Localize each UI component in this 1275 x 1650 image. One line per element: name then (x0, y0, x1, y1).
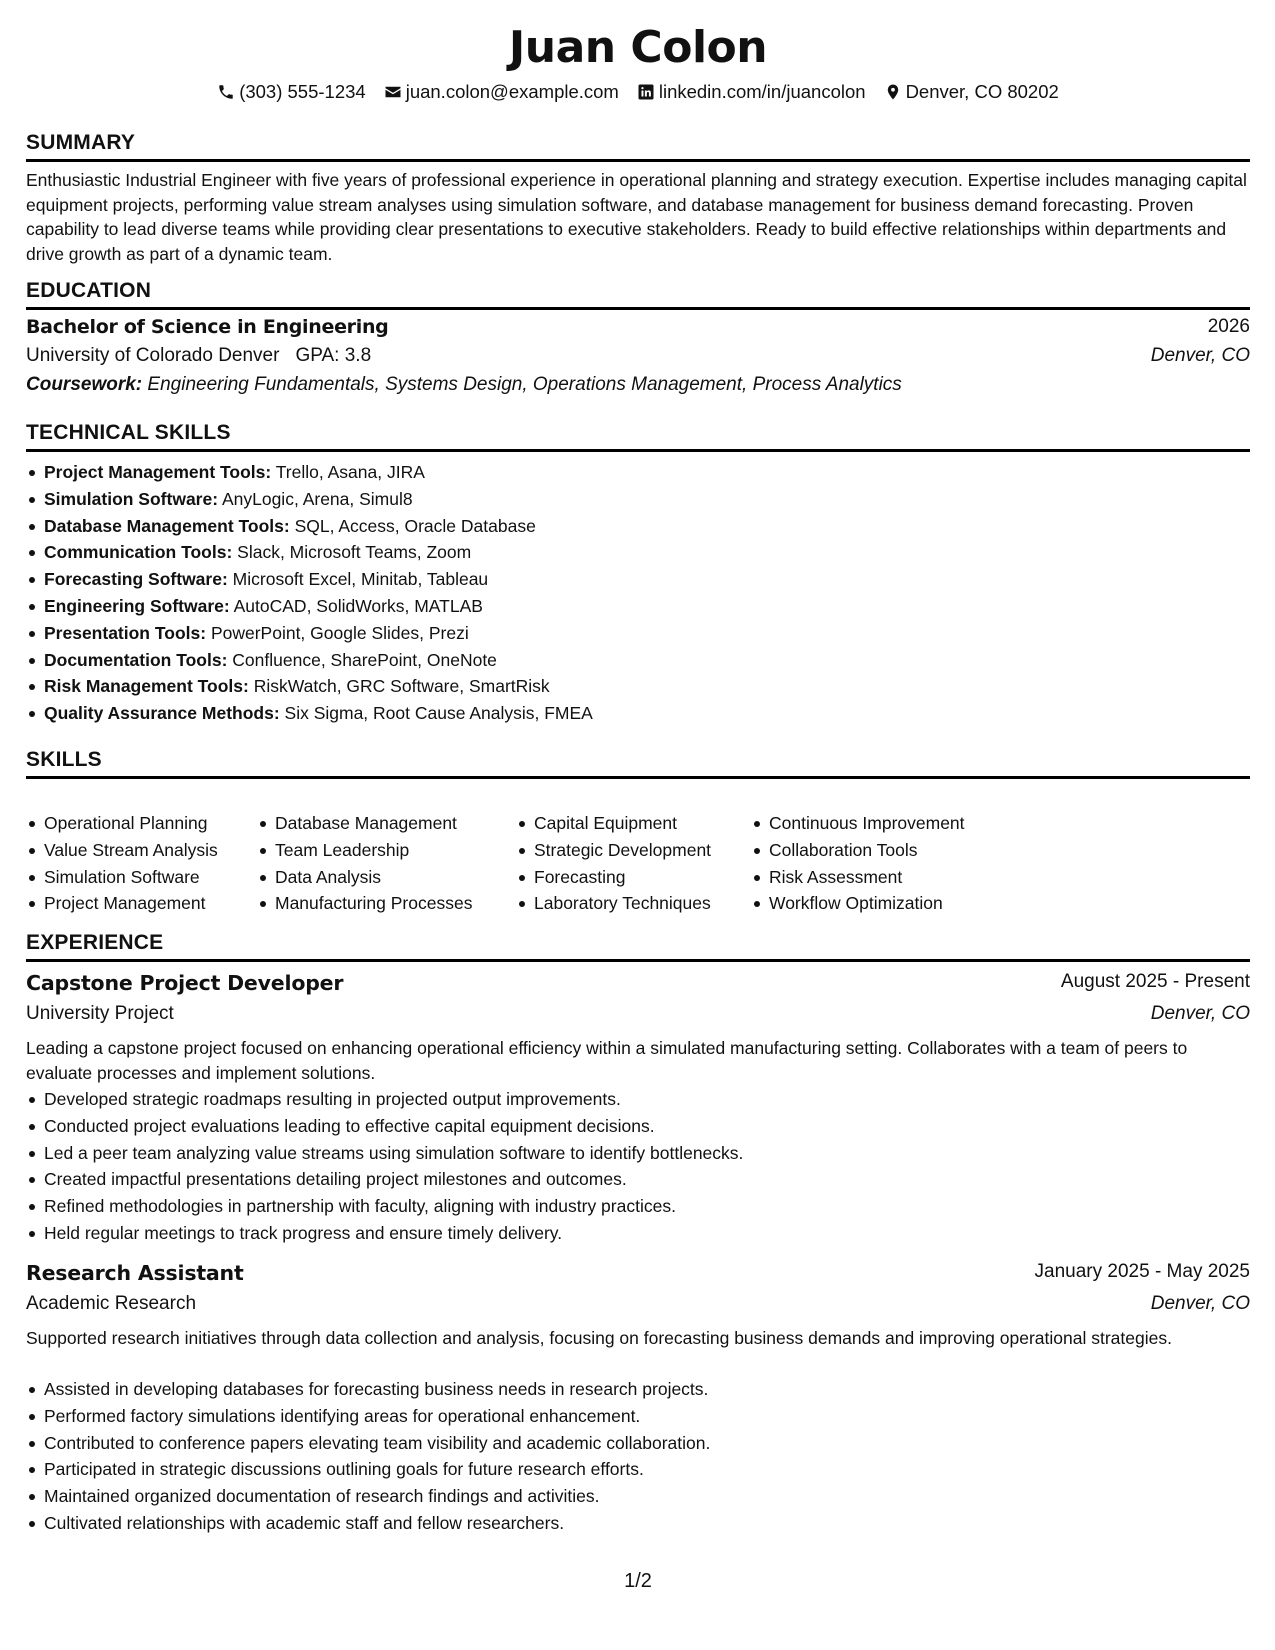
list-item: Maintained organized documentation of research findings and activities. (44, 1483, 710, 1510)
job-2-bullets (26, 1376, 710, 1537)
list-item: Simulation Software (44, 864, 218, 891)
summary-text: Enthusiastic Industrial Engineer with five years of professional experience in operational planning and strategy execution. Expertise includes managing capital equipment projects, performing value stream analyses using simulation software, and database management for business demand forecasting. Proven capability to lead diverse teams while providing clear presentations to executive stakeholders. Ready to build effective relationships within departments and drive growth as part of a dynamic team. (26, 170, 1247, 264)
list-item: Presentation Tools: PowerPoint, Google Slides, Prezi (44, 620, 593, 647)
list-item: Risk Management Tools: RiskWatch, GRC Software, SmartRisk (44, 673, 593, 700)
education-heading: EDUCATION (26, 279, 1250, 310)
contact-bar (26, 80, 1250, 104)
list-item: Created impactful presentations detailing project milestones and outcomes. (44, 1166, 743, 1193)
technical-skills-list (26, 459, 593, 727)
experience-heading: EXPERIENCE (26, 931, 1250, 962)
phone-text: (303) 555-1234 (239, 81, 366, 102)
list-item: Forecasting (534, 864, 711, 891)
coursework-line (26, 374, 902, 396)
list-item: Conducted project evaluations leading to effective capital equipment decisions. (44, 1113, 743, 1140)
job-1-description: Leading a capstone project focused on enhancing operational efficiency within a simulated manufacturing setting. Collaborates with a team of peers to evaluate processes and implement solutions. (26, 1038, 1188, 1083)
location-text: Denver, CO 80202 (905, 81, 1059, 102)
coursework-label: Coursework: (26, 374, 143, 395)
skills-column-2 (257, 810, 472, 917)
job-2-title-row (26, 1261, 1250, 1289)
education-school-row (26, 345, 1250, 373)
school-name: University of Colorado Denver (26, 345, 280, 366)
list-item: Developed strategic roadmaps resulting in projected output improvements. (44, 1086, 743, 1113)
phone-icon (217, 83, 235, 101)
skills-heading: SKILLS (26, 748, 1250, 779)
list-item: Participated in strategic discussions outlining goals for future research efforts. (44, 1456, 710, 1483)
list-item: Led a peer team analyzing value streams using simulation software to identify bottlenecks. (44, 1140, 743, 1167)
list-item: Communication Tools: Slack, Microsoft Teams, Zoom (44, 539, 593, 566)
list-item: Laboratory Techniques (534, 890, 711, 917)
list-item: Continuous Improvement (769, 810, 965, 837)
list-item: Documentation Tools: Confluence, SharePoint, OneNote (44, 647, 593, 674)
email-text: juan.colon@example.com (405, 81, 619, 102)
list-item: Simulation Software: AnyLogic, Arena, Simul8 (44, 486, 593, 513)
list-item: Team Leadership (275, 837, 472, 864)
job-2-org-row (26, 1293, 1250, 1321)
list-item: Capital Equipment (534, 810, 711, 837)
list-item: Quality Assurance Methods: Six Sigma, Root Cause Analysis, FMEA (44, 700, 593, 727)
list-item: Cultivated relationships with academic staff and fellow researchers. (44, 1510, 710, 1537)
job-org: Academic Research (26, 1293, 197, 1314)
list-item: Held regular meetings to track progress and ensure timely delivery. (44, 1220, 743, 1247)
skills-grid (26, 810, 1250, 920)
linkedin-text: linkedin.com/in/juancolon (658, 81, 866, 102)
envelope-icon (384, 83, 402, 101)
page-number: 1/2 (624, 1570, 652, 1592)
candidate-name: Juan Colon (508, 22, 768, 73)
summary-heading: SUMMARY (26, 131, 1250, 162)
skills-column-4 (751, 810, 965, 917)
gpa: GPA: 3.8 (295, 345, 372, 366)
list-item: Manufacturing Processes (275, 890, 472, 917)
list-item: Performed factory simulations identifying areas for operational enhancement. (44, 1403, 710, 1430)
coursework-text: Engineering Fundamentals, Systems Design, Operations Management, Process Analytics (147, 374, 902, 395)
job-1-bullets (26, 1086, 743, 1247)
list-item: Risk Assessment (769, 864, 965, 891)
job-dates: January 2025 - May 2025 (1034, 1261, 1250, 1282)
map-marker-icon (884, 83, 902, 101)
list-item: Data Analysis (275, 864, 472, 891)
list-item: Strategic Development (534, 837, 711, 864)
job-location: Denver, CO (1150, 1003, 1250, 1024)
school-location: Denver, CO (1150, 345, 1250, 366)
education-degree-row (26, 316, 1250, 344)
job-dates: August 2025 - Present (1060, 971, 1250, 992)
job-title: Capstone Project Developer (26, 971, 344, 995)
job-title: Research Assistant (26, 1261, 244, 1285)
contact-linkedin[interactable] (637, 80, 866, 104)
coursework-row (26, 374, 1250, 402)
job-1-org-row (26, 1003, 1250, 1031)
graduation-year: 2026 (1207, 316, 1250, 337)
skills-column-3 (516, 810, 711, 917)
list-item: Collaboration Tools (769, 837, 965, 864)
list-item: Engineering Software: AutoCAD, SolidWorks, MATLAB (44, 593, 593, 620)
list-item: Database Management (275, 810, 472, 837)
list-item: Operational Planning (44, 810, 218, 837)
list-item: Forecasting Software: Microsoft Excel, Minitab, Tableau (44, 566, 593, 593)
list-item: Database Management Tools: SQL, Access, Oracle Database (44, 513, 593, 540)
list-item: Contributed to conference papers elevating team visibility and academic collaboration. (44, 1430, 710, 1457)
contact-email[interactable] (384, 80, 619, 104)
list-item: Value Stream Analysis (44, 837, 218, 864)
degree: Bachelor of Science in Engineering (26, 316, 389, 338)
linkedin-icon (637, 83, 655, 101)
list-item: Project Management (44, 890, 218, 917)
technical-skills-heading: TECHNICAL SKILLS (26, 421, 1250, 452)
school-line (26, 345, 371, 367)
list-item: Project Management Tools: Trello, Asana, JIRA (44, 459, 593, 486)
list-item: Refined methodologies in partnership with faculty, aligning with industry practices. (44, 1193, 743, 1220)
job-2-description: Supported research initiatives through data collection and analysis, focusing on forecasting business demands and improving operational strategies. (26, 1328, 1172, 1348)
skills-column-1 (26, 810, 218, 917)
job-location: Denver, CO (1150, 1293, 1250, 1314)
job-org: University Project (26, 1003, 174, 1024)
contact-phone (217, 80, 366, 104)
contact-location (884, 80, 1059, 104)
job-1-title-row (26, 971, 1250, 999)
list-item: Workflow Optimization (769, 890, 965, 917)
list-item: Assisted in developing databases for forecasting business needs in research projects. (44, 1376, 710, 1403)
